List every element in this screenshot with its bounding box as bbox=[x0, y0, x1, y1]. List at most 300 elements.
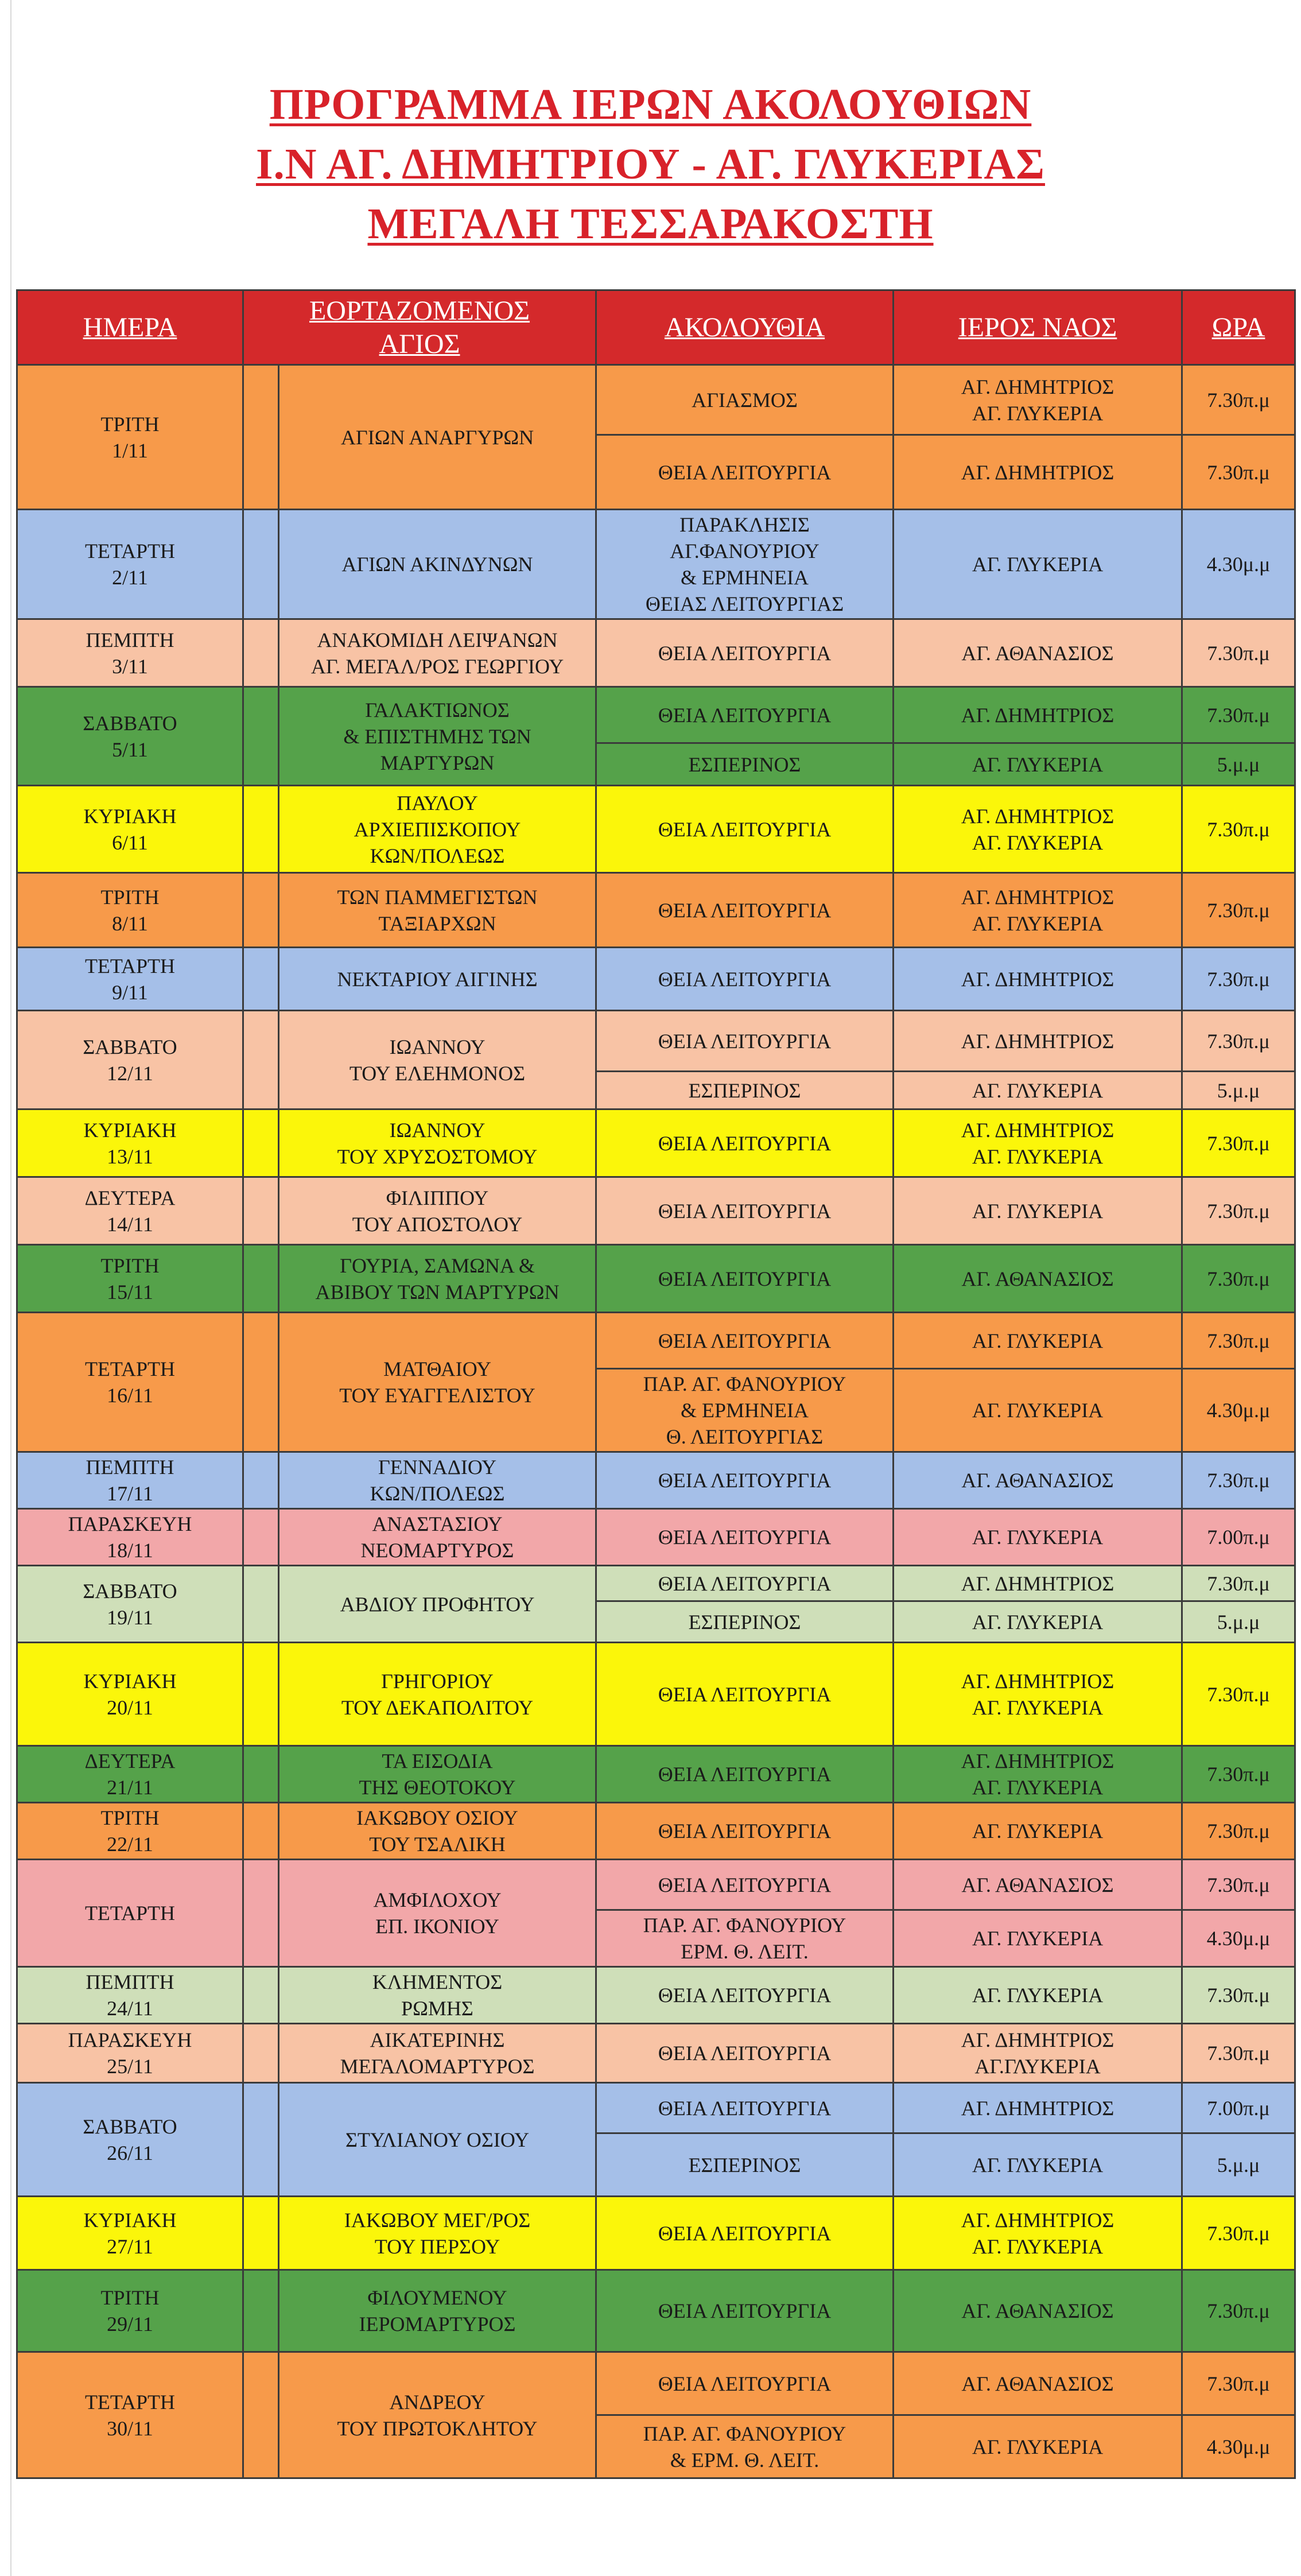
service-label: ΘΕΙΑ ΛΕΙΤΟΥΡΓΙΑ bbox=[658, 2221, 832, 2245]
time-label: 7.30π.μ bbox=[1207, 2372, 1270, 2395]
table-row bbox=[17, 619, 1295, 687]
time-cell bbox=[1182, 1860, 1295, 1910]
service-cell bbox=[596, 2270, 894, 2352]
service-cell bbox=[596, 1803, 894, 1860]
church-label: ΑΓ. ΓΛΥΚΕΡΙΑ bbox=[972, 1820, 1104, 1842]
time-cell bbox=[1182, 2024, 1295, 2083]
church-cell bbox=[894, 786, 1182, 873]
time-label: 7.30π.μ bbox=[1207, 2299, 1270, 2322]
service-label: ΘΕΙΑ ΛΕΙΤΟΥΡΓΙΑ bbox=[658, 2372, 832, 2395]
header-saint: ΕΟΡΤΑΖΟΜΕΝΟΣ ΑΓΙΟΣ bbox=[243, 290, 596, 365]
saint-cell bbox=[279, 2197, 596, 2270]
service-cell bbox=[596, 1011, 894, 1072]
saint-cell bbox=[279, 1860, 596, 1967]
church-label: ΑΓ. ΑΘΑΝΑΣΙΟΣ bbox=[961, 1469, 1114, 1492]
time-label: 7.30π.μ bbox=[1207, 1873, 1270, 1896]
day-cell bbox=[17, 1566, 243, 1643]
service-cell bbox=[596, 365, 894, 435]
spacer-cell bbox=[243, 1109, 279, 1177]
church-label: ΑΓ. ΔΗΜΗΤΡΙΟΣ ΑΓ. ΓΛΥΚΕΡΙΑ bbox=[961, 2208, 1114, 2258]
service-cell bbox=[596, 2024, 894, 2083]
church-label: ΑΓ. ΓΛΥΚΕΡΙΑ bbox=[972, 1984, 1104, 2007]
time-label: 7.30π.μ bbox=[1207, 898, 1270, 922]
church-label: ΑΓ. ΔΗΜΗΤΡΙΟΣ bbox=[961, 1029, 1114, 1053]
spacer-cell bbox=[243, 687, 279, 786]
day-label: ΤΕΤΑΡΤΗ 16/11 bbox=[84, 1357, 176, 1407]
saint-cell bbox=[279, 1566, 596, 1643]
time-label: 5.μ.μ bbox=[1217, 1078, 1260, 1102]
day-cell bbox=[17, 1011, 243, 1109]
saint-label: ΑΜΦΙΛΟΧΟΥ ΕΠ. ΙΚΟΝΙΟΥ bbox=[373, 1888, 502, 1938]
time-cell bbox=[1182, 743, 1295, 786]
saint-cell bbox=[279, 873, 596, 948]
day-cell bbox=[17, 1746, 243, 1803]
day-label: ΚΥΡΙΑΚΗ 13/11 bbox=[83, 1118, 177, 1168]
page-edge bbox=[10, 0, 11, 2576]
day-label: ΠΑΡΑΣΚΕΥΗ 18/11 bbox=[68, 1512, 192, 1562]
table-row bbox=[17, 1566, 1295, 1601]
spacer-cell bbox=[243, 2024, 279, 2083]
service-label: ΘΕΙΑ ΛΕΙΤΟΥΡΓΙΑ bbox=[658, 1682, 832, 1706]
saint-label: ΣΤΥΛΙΑΝΟΥ ΟΣΙΟΥ bbox=[345, 2128, 530, 2151]
service-label: ΘΕΙΑ ΛΕΙΤΟΥΡΓΙΑ bbox=[658, 1329, 832, 1352]
time-label: 4.30μ.μ bbox=[1206, 2435, 1271, 2458]
church-cell bbox=[894, 2197, 1182, 2270]
service-cell bbox=[596, 1369, 894, 1452]
day-label: ΠΑΡΑΣΚΕΥΗ 25/11 bbox=[68, 2028, 192, 2078]
church-cell bbox=[894, 1313, 1182, 1369]
service-label: ΘΕΙΑ ΛΕΙΤΟΥΡΓΙΑ bbox=[658, 898, 832, 922]
church-cell bbox=[894, 1803, 1182, 1860]
time-label: 7.30π.μ bbox=[1207, 1763, 1270, 1786]
saint-cell bbox=[279, 1643, 596, 1746]
service-cell bbox=[596, 1967, 894, 2024]
service-label: ΘΕΙΑ ΛΕΙΤΟΥΡΓΙΑ bbox=[658, 1267, 832, 1290]
day-cell bbox=[17, 2270, 243, 2352]
spacer-cell bbox=[243, 1967, 279, 2024]
day-cell bbox=[17, 2352, 243, 2478]
service-label: ΠΑΡ. ΑΓ. ΦΑΝΟΥΡΙΟΥ ΕΡΜ. Θ. ΛΕΙΤ. bbox=[643, 1914, 846, 1963]
time-label: 7.30π.μ bbox=[1207, 641, 1270, 665]
day-label: ΤΡΙΤΗ 29/11 bbox=[100, 2286, 160, 2336]
church-cell bbox=[894, 2083, 1182, 2133]
church-label: ΑΓ. ΓΛΥΚΕΡΙΑ bbox=[972, 2435, 1104, 2458]
church-cell bbox=[894, 2024, 1182, 2083]
service-cell bbox=[596, 1313, 894, 1369]
church-label: ΑΓ. ΔΗΜΗΤΡΙΟΣ ΑΓ. ΓΛΥΚΕΡΙΑ bbox=[961, 804, 1114, 854]
day-cell bbox=[17, 2083, 243, 2197]
spacer-cell bbox=[243, 1803, 279, 1860]
church-cell bbox=[894, 510, 1182, 619]
time-cell bbox=[1182, 2083, 1295, 2133]
saint-label: ΦΙΛΟΥΜΕΝΟΥ ΙΕΡΟΜΑΡΤΥΡΟΣ bbox=[359, 2286, 516, 2336]
day-cell bbox=[17, 687, 243, 786]
service-label: ΘΕΙΑ ΛΕΙΤΟΥΡΓΙΑ bbox=[658, 1984, 832, 2007]
church-label: ΑΓ. ΓΛΥΚΕΡΙΑ bbox=[972, 1399, 1104, 1422]
church-cell bbox=[894, 1601, 1182, 1643]
table-row bbox=[17, 948, 1295, 1011]
time-label: 7.30π.μ bbox=[1207, 1329, 1270, 1352]
saint-label: ΚΛΗΜΕΝΤΟΣ ΡΩΜΗΣ bbox=[372, 1970, 503, 2020]
day-cell bbox=[17, 786, 243, 873]
service-cell bbox=[596, 2133, 894, 2197]
day-cell bbox=[17, 948, 243, 1011]
church-label: ΑΓ. ΔΗΜΗΤΡΙΟΣ bbox=[961, 1572, 1114, 1595]
day-cell bbox=[17, 1452, 243, 1509]
service-cell bbox=[596, 435, 894, 510]
table-row bbox=[17, 687, 1295, 743]
church-label: ΑΓ. ΔΗΜΗΤΡΙΟΣ bbox=[961, 460, 1114, 484]
service-label: ΘΕΙΑ ΛΕΙΤΟΥΡΓΙΑ bbox=[658, 967, 832, 991]
time-label: 4.30μ.μ bbox=[1206, 1927, 1271, 1950]
time-label: 7.30π.μ bbox=[1207, 817, 1270, 841]
time-cell bbox=[1182, 1011, 1295, 1072]
church-label: ΑΓ. ΓΛΥΚΕΡΙΑ bbox=[972, 1199, 1104, 1223]
spacer-cell bbox=[243, 619, 279, 687]
service-cell bbox=[596, 948, 894, 1011]
spacer-cell bbox=[243, 1452, 279, 1509]
day-cell bbox=[17, 510, 243, 619]
church-cell bbox=[894, 687, 1182, 743]
saint-cell bbox=[279, 1746, 596, 1803]
day-label: ΤΕΤΑΡΤΗ bbox=[84, 1902, 176, 1925]
table-row bbox=[17, 1967, 1295, 2024]
table-row bbox=[17, 1011, 1295, 1072]
saint-label: ΑΝΑΣΤΑΣΙΟΥ ΝΕΟΜΑΡΤΥΡΟΣ bbox=[360, 1512, 514, 1562]
saint-cell bbox=[279, 948, 596, 1011]
time-label: 7.00π.μ bbox=[1207, 1526, 1270, 1549]
saint-label: ΑΒΔΙΟΥ ΠΡΟΦΗΤΟΥ bbox=[340, 1592, 535, 1616]
day-cell bbox=[17, 1109, 243, 1177]
service-label: ΘΕΙΑ ΛΕΙΤΟΥΡΓΙΑ bbox=[658, 703, 832, 727]
day-label: ΣΑΒΒΑΤΟ 19/11 bbox=[83, 1579, 177, 1629]
time-label: 7.30π.μ bbox=[1207, 1469, 1270, 1492]
time-cell bbox=[1182, 1566, 1295, 1601]
church-cell bbox=[894, 1860, 1182, 1910]
saint-cell bbox=[279, 2352, 596, 2478]
table-row bbox=[17, 1245, 1295, 1313]
schedule-table bbox=[16, 289, 1296, 2479]
service-cell bbox=[596, 1910, 894, 1967]
saint-cell bbox=[279, 1011, 596, 1109]
time-label: 7.00π.μ bbox=[1207, 2096, 1270, 2120]
service-label: ΘΕΙΑ ΛΕΙΤΟΥΡΓΙΑ bbox=[658, 641, 832, 665]
service-cell bbox=[596, 1566, 894, 1601]
service-label: ΘΕΙΑ ΛΕΙΤΟΥΡΓΙΑ bbox=[658, 1526, 832, 1549]
church-cell bbox=[894, 619, 1182, 687]
saint-cell bbox=[279, 1313, 596, 1452]
table-row bbox=[17, 1509, 1295, 1566]
service-label: ΕΣΠΕΡΙΝΟΣ bbox=[688, 2153, 801, 2177]
church-label: ΑΓ. ΓΛΥΚΕΡΙΑ bbox=[972, 752, 1104, 776]
church-cell bbox=[894, 435, 1182, 510]
church-label: ΑΓ. ΑΘΑΝΑΣΙΟΣ bbox=[961, 1267, 1114, 1290]
day-cell bbox=[17, 1509, 243, 1566]
spacer-cell bbox=[243, 1313, 279, 1452]
spacer-cell bbox=[243, 948, 279, 1011]
spacer-cell bbox=[243, 1011, 279, 1109]
church-label: ΑΓ. ΔΗΜΗΤΡΙΟΣ ΑΓ.ΓΛΥΚΕΡΙΑ bbox=[961, 2028, 1114, 2078]
day-cell bbox=[17, 873, 243, 948]
day-label: ΠΕΜΠΤΗ 3/11 bbox=[86, 628, 174, 678]
church-label: ΑΓ. ΑΘΑΝΑΣΙΟΣ bbox=[961, 641, 1114, 665]
time-label: 7.30π.μ bbox=[1207, 2221, 1270, 2245]
time-cell bbox=[1182, 1746, 1295, 1803]
saint-label: ΙΩΑΝΝΟΥ ΤΟΥ ΕΛΕΗΜΟΝΟΣ bbox=[349, 1035, 526, 1085]
saint-cell bbox=[279, 1245, 596, 1313]
church-cell bbox=[894, 1509, 1182, 1566]
service-label: ΘΕΙΑ ΛΕΙΤΟΥΡΓΙΑ bbox=[658, 817, 832, 841]
day-label: ΤΕΤΑΡΤΗ 30/11 bbox=[84, 2390, 176, 2440]
saint-cell bbox=[279, 1509, 596, 1566]
saint-label: ΓΕΝΝΑΔΙΟΥ ΚΩΝ/ΠΟΛΕΩΣ bbox=[370, 1456, 505, 1505]
day-label: ΠΕΜΠΤΗ 17/11 bbox=[86, 1456, 174, 1505]
service-label: ΘΕΙΑ ΛΕΙΤΟΥΡΓΙΑ bbox=[658, 460, 832, 484]
service-label: ΘΕΙΑ ΛΕΙΤΟΥΡΓΙΑ bbox=[658, 2042, 832, 2065]
time-label: 7.30π.μ bbox=[1207, 1682, 1270, 1706]
church-label: ΑΓ. ΓΛΥΚΕΡΙΑ bbox=[972, 1078, 1104, 1102]
church-cell bbox=[894, 743, 1182, 786]
church-label: ΑΓ. ΔΗΜΗΤΡΙΟΣ bbox=[961, 703, 1114, 727]
church-label: ΑΓ. ΑΘΑΝΑΣΙΟΣ bbox=[961, 1873, 1114, 1896]
church-cell bbox=[894, 2133, 1182, 2197]
church-label: ΑΓ. ΔΗΜΗΤΡΙΟΣ bbox=[961, 2096, 1114, 2120]
service-cell bbox=[596, 2352, 894, 2415]
service-cell bbox=[596, 1746, 894, 1803]
church-cell bbox=[894, 1245, 1182, 1313]
time-label: 5.μ.μ bbox=[1217, 752, 1260, 776]
title-line-3: ΜΕΓΑΛΗ ΤΕΣΣΑΡΑΚΟΣΤΗ bbox=[367, 200, 934, 248]
time-cell bbox=[1182, 873, 1295, 948]
page-title-block bbox=[0, 75, 1301, 254]
church-cell bbox=[894, 1369, 1182, 1452]
church-cell bbox=[894, 1109, 1182, 1177]
church-label: ΑΓ. ΓΛΥΚΕΡΙΑ bbox=[972, 1610, 1104, 1634]
spacer-cell bbox=[243, 510, 279, 619]
saint-cell bbox=[279, 1452, 596, 1509]
spacer-cell bbox=[243, 2197, 279, 2270]
service-label: ΘΕΙΑ ΛΕΙΤΟΥΡΓΙΑ bbox=[658, 2299, 832, 2322]
day-cell bbox=[17, 619, 243, 687]
saint-label: ΓΟΥΡΙΑ, ΣΑΜΩΝΑ & ΑΒΙΒΟΥ ΤΩΝ ΜΑΡΤΥΡΩΝ bbox=[315, 1254, 560, 1303]
service-cell bbox=[596, 873, 894, 948]
table-row bbox=[17, 2083, 1295, 2133]
day-label: ΣΑΒΒΑΤΟ 12/11 bbox=[83, 1035, 177, 1085]
service-label: ΘΕΙΑ ΛΕΙΤΟΥΡΓΙΑ bbox=[658, 1029, 832, 1053]
saint-cell bbox=[279, 1109, 596, 1177]
table-row bbox=[17, 2270, 1295, 2352]
day-cell bbox=[17, 1177, 243, 1245]
table-row bbox=[17, 786, 1295, 873]
service-cell bbox=[596, 2083, 894, 2133]
time-cell bbox=[1182, 435, 1295, 510]
church-cell bbox=[894, 1011, 1182, 1072]
time-cell bbox=[1182, 619, 1295, 687]
table-row bbox=[17, 1177, 1295, 1245]
church-cell bbox=[894, 1910, 1182, 1967]
time-cell bbox=[1182, 2133, 1295, 2197]
church-label: ΑΓ. ΔΗΜΗΤΡΙΟΣ bbox=[961, 967, 1114, 991]
service-label: ΘΕΙΑ ΛΕΙΤΟΥΡΓΙΑ bbox=[658, 1469, 832, 1492]
saint-cell bbox=[279, 1177, 596, 1245]
service-label: ΘΕΙΑ ΛΕΙΤΟΥΡΓΙΑ bbox=[658, 1873, 832, 1896]
service-label: ΘΕΙΑ ΛΕΙΤΟΥΡΓΙΑ bbox=[658, 1572, 832, 1595]
saint-label: ΑΓΙΩΝ ΑΚΙΝΔΥΝΩΝ bbox=[341, 553, 533, 576]
header-day: ΗΜΕΡΑ bbox=[17, 290, 243, 365]
time-cell bbox=[1182, 1177, 1295, 1245]
time-label: 7.30π.μ bbox=[1207, 460, 1270, 484]
church-label: ΑΓ. ΔΗΜΗΤΡΙΟΣ ΑΓ. ΓΛΥΚΕΡΙΑ bbox=[961, 1669, 1114, 1719]
service-cell bbox=[596, 786, 894, 873]
title-line-1: ΠΡΟΓΡΑΜΜΑ ΙΕΡΩΝ ΑΚΟΛΟΥΘΙΩΝ bbox=[269, 80, 1032, 129]
church-label: ΑΓ. ΓΛΥΚΕΡΙΑ bbox=[972, 1526, 1104, 1549]
church-cell bbox=[894, 365, 1182, 435]
day-label: ΚΥΡΙΑΚΗ 27/11 bbox=[83, 2208, 177, 2258]
spacer-cell bbox=[243, 1245, 279, 1313]
day-label: ΤΕΤΑΡΤΗ 9/11 bbox=[84, 954, 176, 1004]
saint-label: ΙΑΚΩΒΟΥ ΜΕΓ/ΡΟΣ ΤΟΥ ΠΕΡΣΟΥ bbox=[344, 2208, 531, 2258]
time-cell bbox=[1182, 1509, 1295, 1566]
saint-label: ΠΑΥΛΟΥ ΑΡΧΙΕΠΙΣΚΟΠΟΥ ΚΩΝ/ΠΟΛΕΩΣ bbox=[354, 791, 521, 867]
saint-cell bbox=[279, 2270, 596, 2352]
church-cell bbox=[894, 2352, 1182, 2415]
service-label: ΘΕΙΑ ΛΕΙΤΟΥΡΓΙΑ bbox=[658, 2096, 832, 2120]
saint-cell bbox=[279, 2083, 596, 2197]
time-label: 7.30π.μ bbox=[1207, 1984, 1270, 2007]
day-cell bbox=[17, 1313, 243, 1452]
service-cell bbox=[596, 1509, 894, 1566]
saint-cell bbox=[279, 365, 596, 510]
time-label: 7.30π.μ bbox=[1207, 1131, 1270, 1155]
table-row bbox=[17, 1643, 1295, 1746]
service-label: ΠΑΡ. ΑΓ. ΦΑΝΟΥΡΙΟΥ & ΕΡΜΗΝΕΙΑ Θ. ΛΕΙΤΟΥΡΓΙΑΣ bbox=[643, 1372, 846, 1448]
table-row bbox=[17, 2352, 1295, 2415]
church-label: ΑΓ. ΓΛΥΚΕΡΙΑ bbox=[972, 553, 1104, 576]
time-cell bbox=[1182, 1072, 1295, 1109]
time-cell bbox=[1182, 687, 1295, 743]
service-label: ΑΓΙΑΣΜΟΣ bbox=[692, 388, 798, 412]
table-row bbox=[17, 2197, 1295, 2270]
saint-label: ΓΡΗΓΟΡΙΟΥ ΤΟΥ ΔΕΚΑΠΟΛΙΤΟΥ bbox=[341, 1669, 534, 1719]
saint-label: ΑΙΚΑΤΕΡΙΝΗΣ ΜΕΓΑΛΟΜΑΡΤΥΡΟΣ bbox=[340, 2028, 535, 2078]
time-cell bbox=[1182, 2270, 1295, 2352]
service-cell bbox=[596, 2197, 894, 2270]
time-label: 7.30π.μ bbox=[1207, 1029, 1270, 1053]
time-label: 5.μ.μ bbox=[1217, 2153, 1260, 2177]
service-label: ΕΣΠΕΡΙΝΟΣ bbox=[688, 1610, 801, 1634]
church-cell bbox=[894, 2270, 1182, 2352]
day-label: ΚΥΡΙΑΚΗ 20/11 bbox=[83, 1669, 177, 1719]
service-cell bbox=[596, 1109, 894, 1177]
table-row bbox=[17, 510, 1295, 619]
table-row bbox=[17, 1746, 1295, 1803]
day-label: ΣΑΒΒΑΤΟ 5/11 bbox=[83, 711, 177, 761]
service-cell bbox=[596, 1245, 894, 1313]
day-label: ΤΡΙΤΗ 8/11 bbox=[100, 885, 160, 935]
saint-cell bbox=[279, 510, 596, 619]
table-row bbox=[17, 1803, 1295, 1860]
saint-label: ΝΕΚΤΑΡΙΟΥ ΑΙΓΙΝΗΣ bbox=[337, 967, 538, 991]
day-cell bbox=[17, 365, 243, 510]
spacer-cell bbox=[243, 873, 279, 948]
time-cell bbox=[1182, 2415, 1295, 2478]
service-cell bbox=[596, 1452, 894, 1509]
time-cell bbox=[1182, 1313, 1295, 1369]
church-cell bbox=[894, 1967, 1182, 2024]
day-label: ΣΑΒΒΑΤΟ 26/11 bbox=[83, 2115, 177, 2164]
spacer-cell bbox=[243, 1177, 279, 1245]
service-cell bbox=[596, 687, 894, 743]
day-cell bbox=[17, 1245, 243, 1313]
spacer-cell bbox=[243, 1509, 279, 1566]
time-label: 7.30π.μ bbox=[1207, 1572, 1270, 1595]
day-cell bbox=[17, 2197, 243, 2270]
schedule-body bbox=[17, 365, 1295, 2478]
saint-cell bbox=[279, 2024, 596, 2083]
time-cell bbox=[1182, 2197, 1295, 2270]
service-cell bbox=[596, 510, 894, 619]
spacer-cell bbox=[243, 1643, 279, 1746]
time-cell bbox=[1182, 1452, 1295, 1509]
service-cell bbox=[596, 2415, 894, 2478]
day-cell bbox=[17, 2024, 243, 2083]
saint-cell bbox=[279, 786, 596, 873]
saint-label: ΑΓΙΩΝ ΑΝΑΡΓΥΡΩΝ bbox=[340, 425, 534, 449]
spacer-cell bbox=[243, 1566, 279, 1643]
service-cell bbox=[596, 1601, 894, 1643]
church-label: ΑΓ. ΑΘΑΝΑΣΙΟΣ bbox=[961, 2372, 1114, 2395]
header-time: ΩΡΑ bbox=[1182, 290, 1295, 365]
time-label: 7.30π.μ bbox=[1207, 703, 1270, 727]
service-cell bbox=[596, 619, 894, 687]
church-cell bbox=[894, 2415, 1182, 2478]
day-label: ΤΡΙΤΗ 1/11 bbox=[100, 412, 160, 462]
saint-label: ΜΑΤΘΑΙΟΥ ΤΟΥ ΕΥΑΓΓΕΛΙΣΤΟΥ bbox=[339, 1357, 535, 1407]
spacer-cell bbox=[243, 2352, 279, 2478]
time-cell bbox=[1182, 2352, 1295, 2415]
spacer-cell bbox=[243, 2083, 279, 2197]
time-label: 7.30π.μ bbox=[1207, 388, 1270, 412]
time-label: 7.30π.μ bbox=[1207, 1267, 1270, 1290]
service-label: ΕΣΠΕΡΙΝΟΣ bbox=[688, 752, 801, 776]
table-row bbox=[17, 873, 1295, 948]
table-row bbox=[17, 365, 1295, 435]
header-service: ΑΚΟΛΟΥΘΙΑ bbox=[596, 290, 894, 365]
saint-cell bbox=[279, 687, 596, 786]
table-row bbox=[17, 2024, 1295, 2083]
saint-label: ΓΑΛΑΚΤΙΩΝΟΣ & ΕΠΙΣΤΗΜΗΣ ΤΩΝ ΜΑΡΤΥΡΩΝ bbox=[343, 698, 531, 774]
table-row bbox=[17, 1452, 1295, 1509]
time-cell bbox=[1182, 1803, 1295, 1860]
time-label: 7.30π.μ bbox=[1207, 967, 1270, 991]
day-label: ΔΕΥΤΕΡΑ 14/11 bbox=[84, 1186, 176, 1236]
service-cell bbox=[596, 1860, 894, 1910]
service-cell bbox=[596, 1177, 894, 1245]
header-church: ΙΕΡΟΣ ΝΑΟΣ bbox=[894, 290, 1182, 365]
saint-cell bbox=[279, 1967, 596, 2024]
time-cell bbox=[1182, 1245, 1295, 1313]
church-label: ΑΓ. ΑΘΑΝΑΣΙΟΣ bbox=[961, 2299, 1114, 2322]
saint-label: ΙΑΚΩΒΟΥ ΟΣΙΟΥ ΤΟΥ ΤΣΑΛΙΚΗ bbox=[356, 1806, 518, 1856]
header-row bbox=[17, 290, 1295, 365]
spacer-cell bbox=[243, 786, 279, 873]
time-cell bbox=[1182, 1601, 1295, 1643]
time-cell bbox=[1182, 510, 1295, 619]
time-cell bbox=[1182, 1369, 1295, 1452]
church-cell bbox=[894, 1643, 1182, 1746]
day-label: ΔΕΥΤΕΡΑ 21/11 bbox=[84, 1749, 176, 1799]
church-cell bbox=[894, 1177, 1182, 1245]
